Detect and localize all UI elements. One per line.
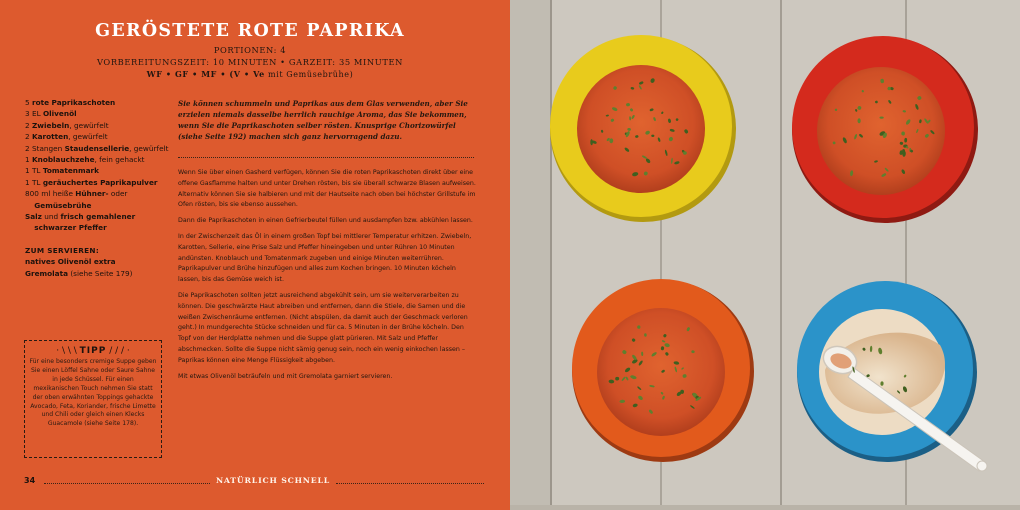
red-bowl [792, 36, 978, 223]
herb-fleck [880, 117, 884, 119]
method-paragraph: Wenn Sie über einen Gasherd verfügen, können Sie die roten Paprikaschoten direkt über eine offene Gasflamme halten und unter Drehen rösten, bis sie überall schwarze Blasen aufweisen. Alternativ können Sie sie halbieren und mit der Hautseite nach oben bei höchster Grillstufe im Ofen rösten, bis sie ebenso aussehen. [178, 169, 476, 209]
plank-gap [550, 0, 552, 510]
page-number: 34 [24, 476, 36, 485]
page-footer [24, 474, 474, 490]
soup [817, 67, 945, 195]
diet-note: mit Gemüsebrühe) [264, 70, 354, 79]
tip-text: Für eine besonders cremige Suppe geben Sie einen Löffel Sahne oder Saure Sahne in jede Schüssel. Für einen mexikanischen Touch nehmen Sie statt der oben erwähnten Toppings gehackte Avocado, Feta, Koriander, frische Limette und Chili oder gleich einen Klecks Guacamole (siehe Seite 178). [29, 358, 157, 428]
dotted-divider [44, 483, 210, 484]
ingredient-item: Salz und frisch gemahlener [25, 212, 136, 222]
method-steps [178, 168, 476, 387]
method-paragraph: In der Zwischenzeit das Öl in einem großen Topf bei mittlerer Temperatur erhitzen. Zwiebeln, Karotten, Sellerie, eine Prise Salz und Pfeffer hineingeben und unter Rühren 10 Minuten andünsten. Knoblauch und Tomatenmark zugeben und einige Minuten weiterrühren. Paprikapulver und Brühe hinzufügen und alles zum Kochen bringen. 10 Minuten köcheln lassen, bis das Gemüse weich ist. [178, 232, 472, 284]
yellow-bowl [550, 35, 736, 222]
dotted-divider [336, 483, 484, 484]
portions: PORTIONEN: 4 [213, 45, 287, 55]
serve-heading: ZUM SERVIEREN: [25, 245, 100, 255]
method-paragraph: Die Paprikaschoten sollten jetzt ausreichend abgekühlt sein, um sie weiterverarbeiten zu können. Die geschwärzte Haut abreiben und entfernen, dann die Stiele, die Samen und die weißen Zwischenräume entfernen. (Nicht abspülen, da damit auch der Geschmack verloren geht.) In mundgerechte Stücke schneiden und für ca. 5 Minuten in der Brühe köcheln. Den Topf von der Herdplatte nehmen und die Suppe glatt pürieren. Mit Salz und Pfeffer abschmecken. Sollte die Suppe nicht sämig genug sein, noch ein wenig einkochen lassen – Paprikas können eine Menge Flüssigkeit abgeben. [178, 291, 468, 364]
rays-icon: / / / · [106, 346, 130, 356]
ingredient-item: 1 TL Tomatenmark [25, 166, 99, 176]
ingredient-list [25, 97, 169, 279]
ingredient-item: 1 Knoblauchzehe, fein gehackt [25, 155, 145, 165]
soup [597, 308, 725, 436]
ingredient-item: 5 rote Paprikaschoten [25, 98, 116, 107]
wood-plank [510, 0, 550, 510]
method-paragraph: Dann die Paprikaschoten in einen Gefrierbeutel füllen und ausdampfen bzw. abkühlen lassen. [178, 217, 473, 225]
diet-info [0, 69, 500, 79]
prep-cook-times: VORBEREITUNGSZEIT: 10 MINUTEN • GARZEIT: 35 MINUTEN [96, 57, 404, 67]
diet-codes: WF • GF • MF • (V • Ve [146, 69, 265, 79]
ingredient-item: 3 EL Olivenöl [25, 109, 77, 119]
serve-item: natives Olivenöl extra [25, 257, 116, 267]
rays-icon: · \ \ \ [56, 346, 80, 356]
chapter-name: NATÜRLICH SCHNELL [215, 476, 331, 485]
ingredient-item: 1 TL geräuchertes Paprikapulver [25, 177, 158, 187]
recipe-title: GERÖSTETE ROTE PAPRIKA [95, 21, 405, 41]
ingredient-item: 800 ml heiße Hühner- oder [25, 189, 128, 199]
ingredient-item: 2 Zwiebeln, gewürfelt [25, 120, 109, 130]
tip-box [24, 340, 162, 458]
recipe-intro: Sie können schummeln und Paprikas aus dem Glas verwenden, aber Sie erzielen niemals dasselbe herrlich rauchige Aroma, das Sie bekommen, wenn Sie die Paprikaschoten selber rösten. Knusprige Chorizowürfel (siehe Seite 192) machen sich ganz hervorragend dazu. [178, 99, 468, 141]
ingredient-item: 2 Karotten, gewürfelt [25, 132, 108, 142]
method-paragraph: Mit etwas Olivenöl beträufeln und mit Gremolata garniert servieren. [178, 372, 393, 380]
soup-bowls-image [510, 0, 1020, 510]
ingredient-item: Gemüsebrühe [34, 200, 92, 210]
ingredient-item: schwarzer Pfeffer [34, 223, 107, 233]
ingredient-item: 2 Stangen Staudensellerie, gewürfelt [25, 143, 169, 153]
tip-heading: · \ \ \ TIPP / / / · [56, 346, 130, 356]
wood-edge [510, 505, 1020, 510]
dotted-divider [178, 157, 474, 158]
soup-photo [510, 0, 1020, 510]
plank-gap [780, 0, 782, 510]
serve-item: Gremolata (siehe Seite 179) [25, 268, 133, 278]
spoon-handle-end [977, 461, 987, 471]
